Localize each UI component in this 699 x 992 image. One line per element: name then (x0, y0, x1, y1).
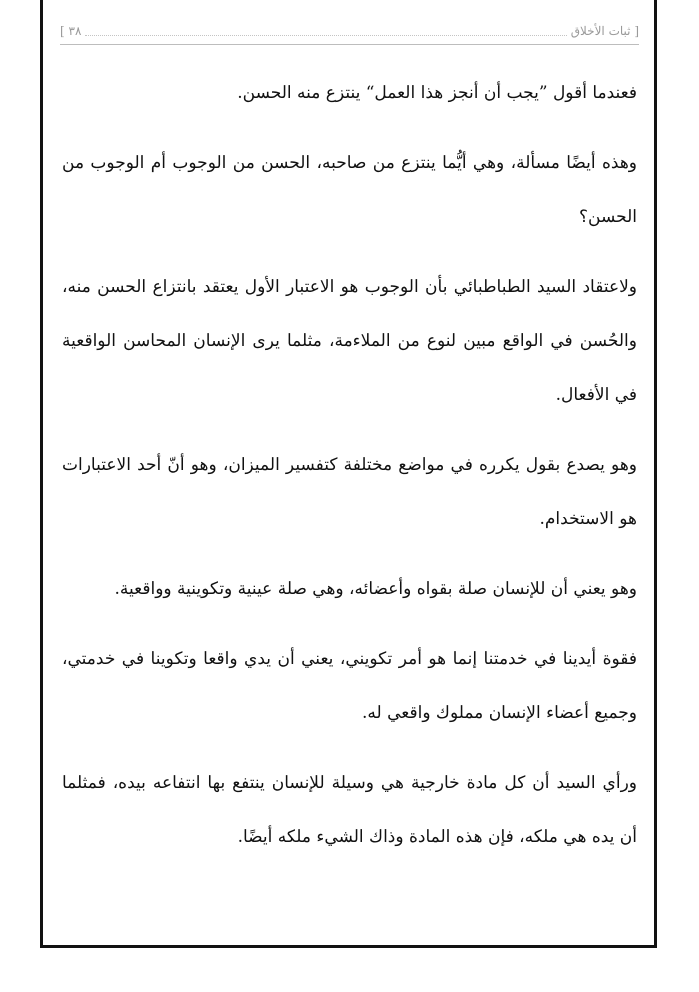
book-title: [ ثبات الأخلاق (570, 24, 639, 38)
page-body (62, 66, 637, 880)
header-dot-leader (85, 35, 566, 36)
paragraph: فقوة أيدينا في خدمتنا إنما هو أمر تكويني، يعني أن يدي واقعا وتكوينا في خدمتي، وجميع أعضاء الإنسان مملوك واقعي له. (62, 649, 637, 723)
paragraph: ولاعتقاد السيد الطباطبائي بأن الوجوب هو الاعتبار الأول يعتقد بانتزاع الحسن منه، والحُسن في الواقع مبين لنوع من الملاءمة، مثلما يرى الإنسان المحاسن الواقعية في الأفعال. (62, 277, 637, 405)
paragraph: ورأي السيد أن كل مادة خارجية هي وسيلة للإنسان ينتفع بها انتفاعه بيده، فمثلما أن يده هي ملكه، فإن هذه المادة وذاك الشيء ملكه أيضًا. (62, 773, 637, 847)
paragraph: وهذه أيضًا مسألة، وهي أيُّما ينتزع من صاحبه، الحسن من الوجوب أم الوجوب من الحسن؟ (62, 153, 637, 227)
running-header (60, 18, 639, 45)
paragraph: وهو يصدع بقول يكرره في مواضع مختلفة كتفسير الميزان، وهو أنّ أحد الاعتبارات هو الاستخدام. (62, 455, 637, 529)
paragraph: وهو يعني أن للإنسان صلة بقواه وأعضائه، وهي صلة عينية وتكوينية وواقعية. (114, 579, 637, 599)
paragraph: فعندما أقول ”يجب أن أنجز هذا العمل“ ينتزع منه الحسن. (237, 83, 637, 103)
page-number: ٣٨ ] (60, 24, 82, 38)
